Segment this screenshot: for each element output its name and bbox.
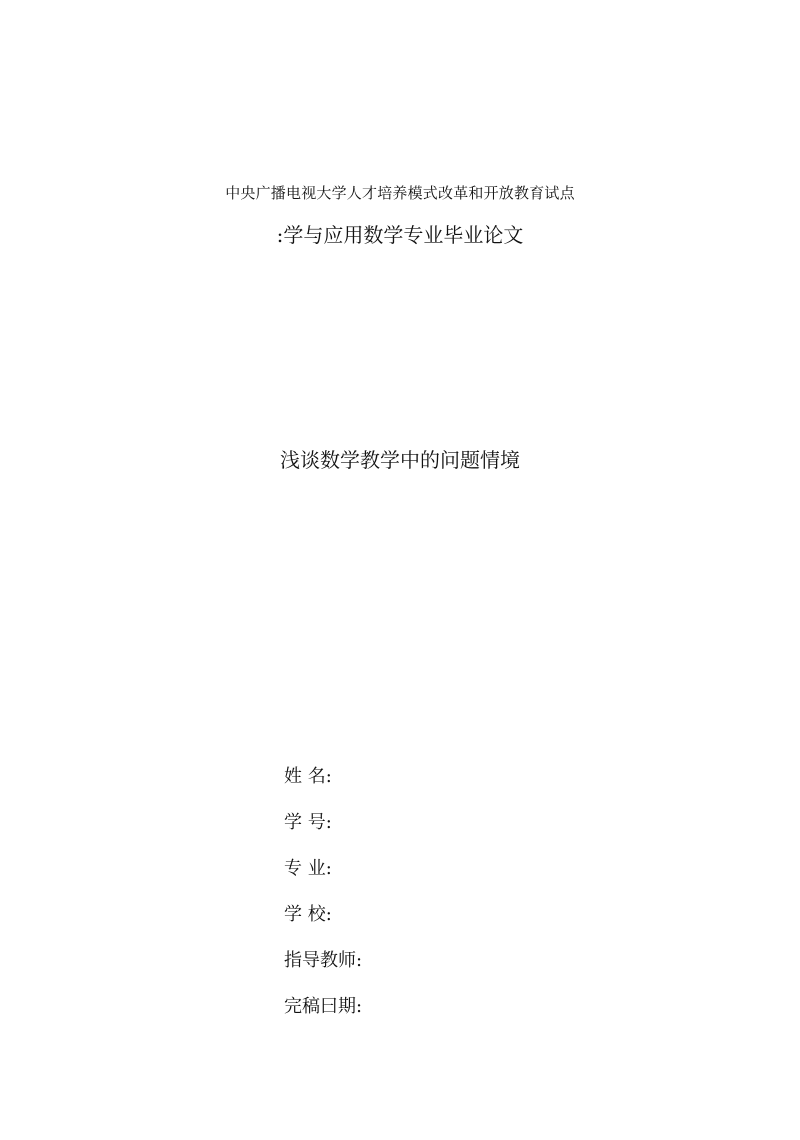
field-student-id: [284, 810, 684, 856]
thesis-title: 浅谈数学教学中的问题情境: [280, 448, 520, 472]
field-school: [284, 902, 684, 948]
institution-line: 中央广播电视大学人才培养模式改革和开放教育试点: [225, 184, 575, 202]
field-advisor: [284, 948, 684, 994]
field-name: [284, 764, 684, 810]
field-label: 完稿曰期:: [284, 996, 363, 1017]
field-label: 专 业:: [284, 858, 332, 879]
cover-info-fields: [284, 764, 684, 1040]
field-label: 指导教师:: [284, 950, 363, 971]
field-major: [284, 856, 684, 902]
program-line: :学与应用数学专业毕业论文: [276, 223, 524, 247]
field-label: 姓 名:: [284, 766, 332, 787]
field-label: 学 校:: [284, 904, 332, 925]
field-completion-date: [284, 994, 684, 1040]
field-label: 学 号:: [284, 812, 332, 833]
